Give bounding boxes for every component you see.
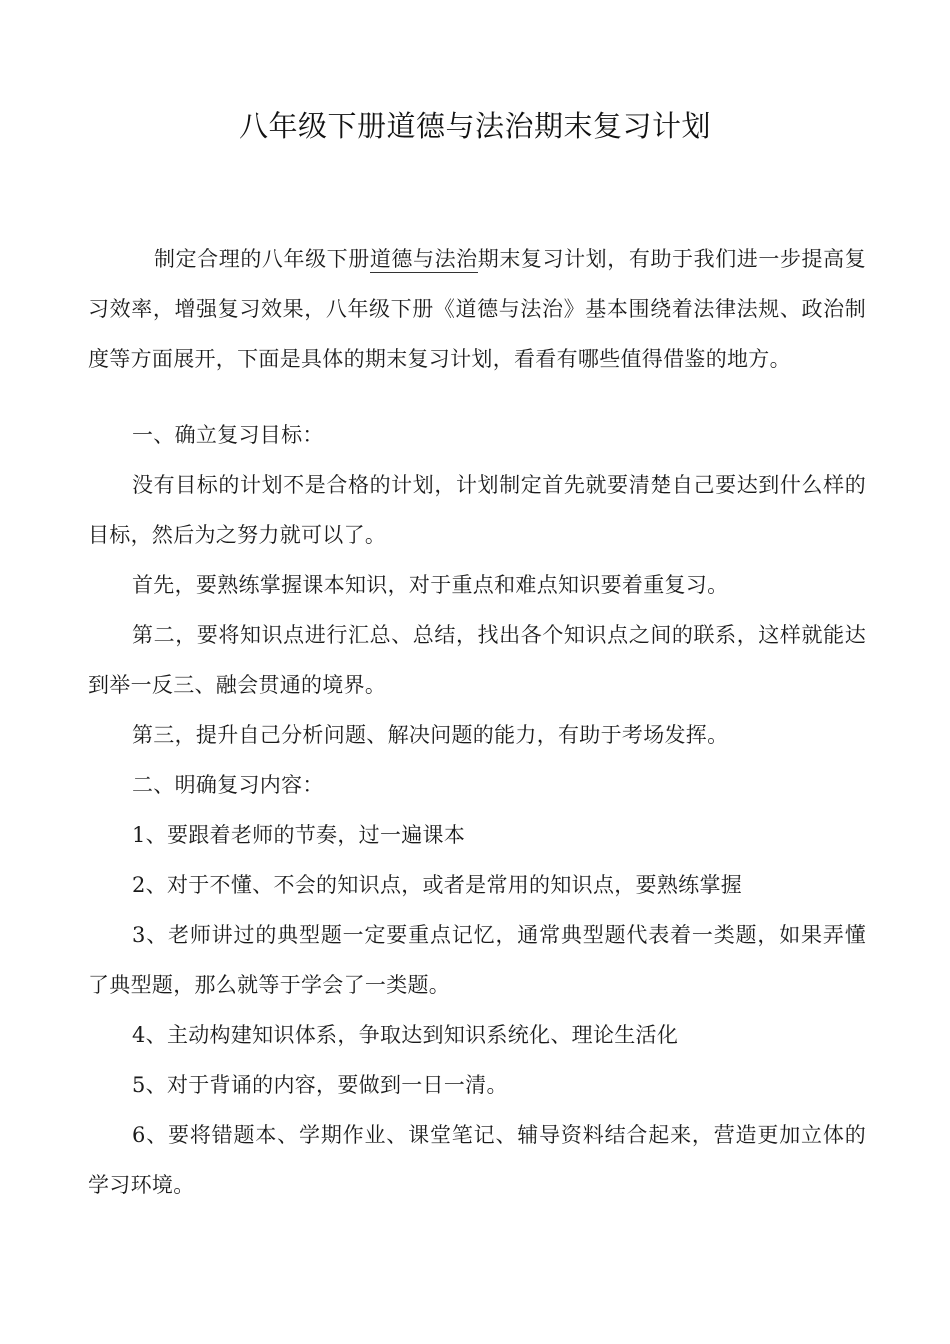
list-item-3: 3、老师讲过的典型题一定要重点记忆，通常典型题代表着一类题，如果弄懂了典型题，那么就等于学会了一类题。: [88, 923, 866, 997]
paragraph-goal-second: 第二，要将知识点进行汇总、总结，找出各个知识点之间的联系，这样就能达到举一反三、融会贯通的境界。: [88, 623, 866, 697]
section-heading-content: 二、明确复习内容：: [132, 773, 324, 797]
list-item-5: 5、对于背诵的内容，要做到一日一清。: [132, 1073, 508, 1097]
list-item-2: 2、对于不懂、不会的知识点，或者是常用的知识点，要熟练掌握: [132, 873, 743, 897]
intro-paragraph: [88, 234, 866, 384]
document-body: [88, 234, 866, 1210]
subject-link[interactable]: 道德与法治: [369, 247, 478, 271]
paragraph-goal-third: 第三，提升自己分析问题、解决问题的能力，有助于考场发挥。: [132, 723, 729, 747]
paragraph-goal-intro: 没有目标的计划不是合格的计划，计划制定首先就要清楚自己要达到什么样的目标，然后为之努力就可以了。: [88, 473, 866, 547]
list-item-1: 1、要跟着老师的节奏，过一遍课本: [132, 823, 466, 847]
paragraph-goal-first: 首先，要熟练掌握课本知识，对于重点和难点知识要着重复习。: [132, 573, 729, 597]
list-item-6: 6、要将错题本、学期作业、课堂笔记、辅导资料结合起来，营造更加立体的学习环境。: [88, 1123, 866, 1197]
intro-text-end: 期末复习计划，有助于我们进一步提高复习效率，增强复习效果，八年级下册《道德与法治》基本围绕着法律法规、政治制度等方面展开，下面是具体的期末复习计划，看看有哪些值得借鉴的地方。: [88, 247, 866, 371]
document-title: 八年级下册道德与法治期末复习计划: [238, 109, 711, 143]
list-item-4: 4、主动构建知识体系，争取达到知识系统化、理论生活化: [132, 1023, 679, 1047]
section-heading-goals: 一、确立复习目标：: [132, 423, 324, 447]
intro-text-start: 制定合理的八年级下册: [154, 247, 370, 271]
